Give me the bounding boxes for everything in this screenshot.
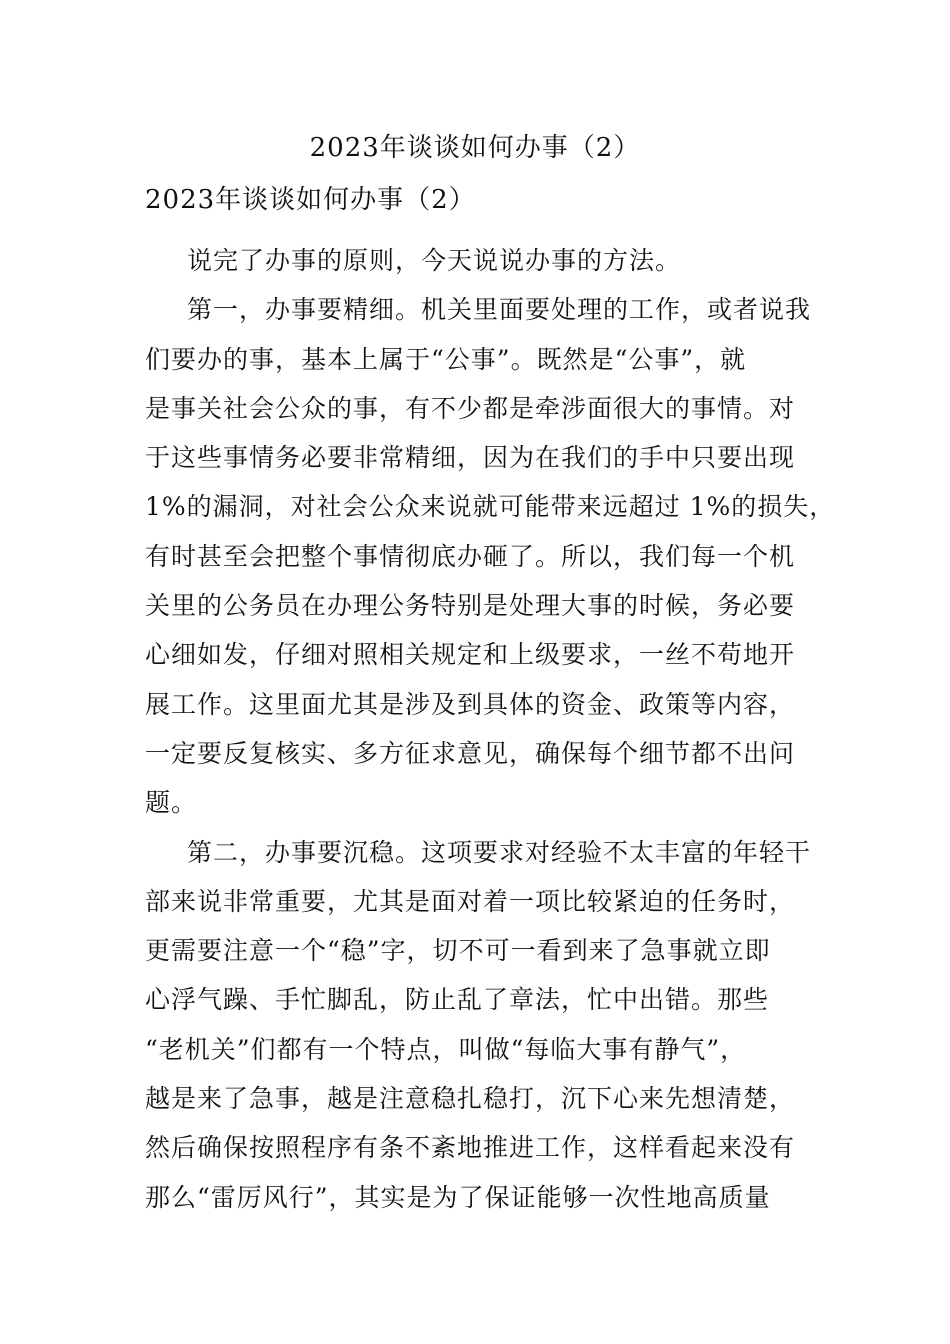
paragraph-line: 1%的漏洞，对社会公众来说就可能带来远超过 1%的损失，: [145, 492, 836, 522]
paragraph-line: 然后确保按照程序有条不紊地推进工作，这样看起来没有: [145, 1133, 796, 1163]
paragraph-first-point: [145, 285, 836, 827]
paragraph-line: 越是来了急事，越是注意稳扎稳打，沉下心来先想清楚，: [145, 1084, 796, 1114]
paragraph-line: 有时甚至会把整个事情彻底办砸了。所以，我们每一个机: [145, 541, 796, 571]
paragraph-line: 关里的公务员在办理公务特别是处理大事的时候，务必要: [145, 591, 796, 621]
paragraph-line: 题。: [145, 788, 198, 818]
paragraph-line: 第一，办事要精细。机关里面要处理的工作，或者说我: [187, 295, 812, 325]
paragraph-line: 是事关社会公众的事，有不少都是牵涉面很大的事情。对: [145, 393, 796, 423]
paragraph-line: 说完了办事的原则，今天说说办事的方法。: [187, 246, 682, 275]
document-title: 2023年谈谈如何办事（2）: [309, 133, 641, 163]
paragraph-line: 们要办的事，基本上属于“公事”。既然是“公事”，就: [145, 344, 747, 374]
paragraph-line: 第二，办事要沉稳。这项要求对经验不太丰富的年轻干: [187, 837, 812, 867]
paragraph-line: 于这些事情务必要非常精细，因为在我们的手中只要出现: [145, 443, 796, 473]
paragraph-line: 心细如发，仔细对照相关规定和上级要求，一丝不苟地开: [145, 640, 796, 670]
paragraph-line: “老机关”们都有一个特点，叫做“每临大事有静气”，: [145, 1034, 747, 1064]
paragraph-line: 更需要注意一个“稳”字，切不可一看到来了急事就立即: [145, 936, 771, 966]
paragraph-second-point: [145, 828, 812, 1222]
paragraph-line: 心浮气躁、手忙脚乱，防止乱了章法，忙中出错。那些: [145, 985, 770, 1015]
document-subtitle: 2023年谈谈如何办事（2）: [145, 185, 476, 215]
paragraph-line: 展工作。这里面尤其是涉及到具体的资金、政策等内容，: [145, 689, 796, 719]
paragraph-line: 那么“雷厉风行”，其实是为了保证能够一次性地高质量: [145, 1182, 771, 1212]
document-body: [145, 236, 836, 1222]
paragraph-line: 部来说非常重要，尤其是面对着一项比较紧迫的任务时，: [145, 886, 796, 916]
paragraph-line: 一定要反复核实、多方征求意见，确保每个细节都不出问: [145, 738, 796, 768]
paragraph-intro: [145, 236, 805, 285]
